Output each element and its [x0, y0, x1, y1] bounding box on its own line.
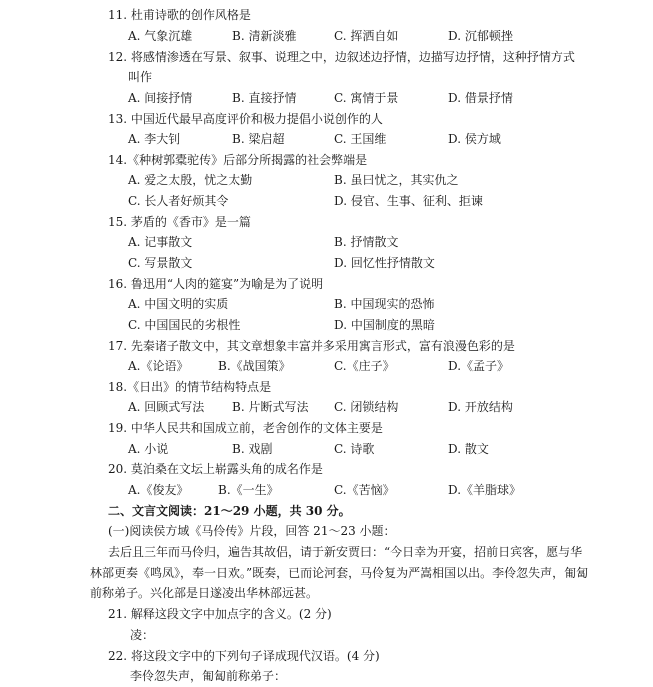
q14-option-b: B. 虽曰忧之，其实仇之 [334, 173, 459, 187]
q14-option-c: C. 长人者好烦其令 [128, 194, 229, 208]
q13-option-a: A. 李大钊 [128, 132, 181, 146]
q20-option-a: A.《俊友》 [128, 483, 189, 497]
q15-option-c: C. 写景散文 [128, 256, 193, 270]
question-13-stem: 13. 中国近代最早高度评价和极力提倡小说创作的人 [108, 112, 383, 126]
q11-option-d: D. 沉郁顿挫 [448, 29, 513, 43]
q17-option-d: D.《孟子》 [448, 359, 510, 373]
q16-option-d: D. 中国制度的黑暗 [334, 318, 435, 332]
question-19-stem: 19. 中华人民共和国成立前，老舍创作的文体主要是 [108, 421, 383, 435]
passage-line-1: 去后且三年而马伶归，遍告其故侣，请于新安贾曰：“今日幸为开宴，招前日宾客，愿与华 [108, 545, 583, 559]
q16-option-b: B. 中国现实的恐怖 [334, 297, 435, 311]
q14-option-a: A. 爱之太殷，忧之太勤 [128, 173, 253, 187]
q14-option-d: D. 侵官、生事、征利、拒谏 [334, 194, 483, 208]
question-21-item: 凌： [130, 628, 155, 642]
q20-option-c: C.《苦恼》 [334, 483, 395, 497]
q17-option-c: C.《庄子》 [334, 359, 395, 373]
q20-option-d: D.《羊脂球》 [448, 483, 522, 497]
q19-option-a: A. 小说 [128, 442, 169, 456]
q19-option-c: C. 诗歌 [334, 442, 375, 456]
question-22-item: 李伶忽失声，匍匐前称弟子： [130, 669, 287, 683]
q12-option-c: C. 寓情于景 [334, 91, 399, 105]
q15-option-d: D. 回忆性抒情散文 [334, 256, 435, 270]
question-14-stem: 14.《种树郭橐驼传》后部分所揭露的社会弊端是 [108, 153, 368, 167]
section-2-heading: 二、文言文阅读：21～29 小题，共 30 分。 [108, 504, 351, 518]
question-16-stem: 16. 鲁迅用“人肉的筵宴”为喻是为了说明 [108, 277, 324, 291]
q16-option-a: A. 中国文明的实质 [128, 297, 229, 311]
question-20-stem: 20. 莫泊桑在文坛上崭露头角的成名作是 [108, 462, 323, 476]
question-17-stem: 17. 先秦诸子散文中，其文章想象丰富并多采用寓言形式，富有浪漫色彩的是 [108, 339, 515, 353]
q13-option-c: C. 王国维 [334, 132, 387, 146]
q19-option-d: D. 散文 [448, 442, 489, 456]
q18-option-a: A. 回顾式写法 [128, 400, 205, 414]
q12-option-a: A. 间接抒情 [128, 91, 193, 105]
q15-option-a: A. 记事散文 [128, 235, 193, 249]
q17-option-a: A.《论语》 [128, 359, 189, 373]
question-12-stem-cont: 叫作 [128, 70, 153, 84]
question-21-stem: 21. 解释这段文字中加点字的含义。(2 分) [108, 607, 332, 621]
q11-option-b: B. 清新淡雅 [232, 29, 297, 43]
q18-option-b: B. 片断式写法 [232, 400, 309, 414]
subsection-1-heading: (一)阅读侯方域《马伶传》片段，回答 21～23 小题： [108, 524, 396, 538]
q13-option-b: B. 梁启超 [232, 132, 285, 146]
passage-line-3: 前称弟子。兴化部是日遂凌出华林部远甚。 [90, 586, 319, 600]
question-18-stem: 18.《日出》的情节结构特点是 [108, 380, 272, 394]
q16-option-c: C. 中国国民的劣根性 [128, 318, 241, 332]
q12-option-d: D. 借景抒情 [448, 91, 513, 105]
q19-option-b: B. 戏剧 [232, 442, 273, 456]
q13-option-d: D. 侯方域 [448, 132, 501, 146]
q12-option-b: B. 直接抒情 [232, 91, 297, 105]
question-11-stem: 11. 杜甫诗歌的创作风格是 [108, 8, 251, 22]
q15-option-b: B. 抒情散文 [334, 235, 399, 249]
q11-option-a: A. 气象沉雄 [128, 29, 193, 43]
q18-option-c: C. 闭锁结构 [334, 400, 399, 414]
q11-option-c: C. 挥洒自如 [334, 29, 399, 43]
q18-option-d: D. 开放结构 [448, 400, 513, 414]
question-12-stem: 12. 将感情渗透在写景、叙事、说理之中，边叙述边抒情，边描写边抒情，这种抒情方式 [108, 50, 575, 64]
question-15-stem: 15. 茅盾的《香市》是一篇 [108, 215, 251, 229]
passage-line-2: 林部更奏《鸣凤》，奉一日欢。”既奏，已而论河套，马伶复为严嵩相国以出。李伶忽失声，匍匐 [90, 566, 589, 580]
question-22-stem: 22. 将这段文字中的下列句子译成现代汉语。(4 分) [108, 649, 380, 663]
q20-option-b: B.《一生》 [218, 483, 279, 497]
q17-option-b: B.《战国策》 [218, 359, 291, 373]
